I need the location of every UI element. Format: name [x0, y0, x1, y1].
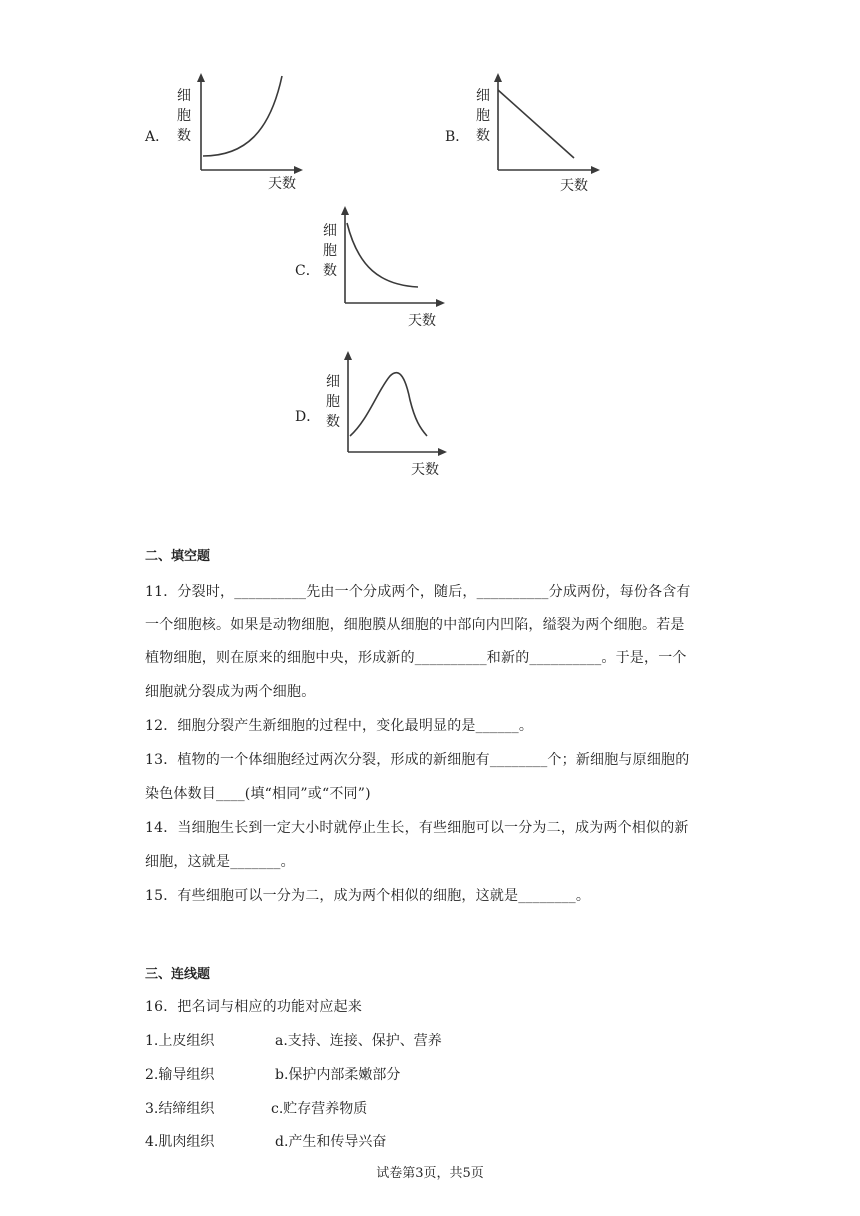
- option-b-label: B．: [445, 129, 470, 145]
- match-right-item: c.贮存营养物质: [271, 1101, 368, 1117]
- chart-a-ylabel-1: 细: [177, 88, 191, 104]
- chart-c-xlabel: 天数: [408, 313, 436, 329]
- chart-d-ylabel-2: 胞: [326, 394, 340, 410]
- chart-a-ylabel-2: 胞: [177, 108, 191, 124]
- chart-c-curve: [347, 223, 418, 287]
- chart-d-xlabel: 天数: [411, 462, 439, 478]
- match-left-item: 3.结缔组织: [145, 1101, 215, 1117]
- option-d-label: D．: [295, 409, 321, 425]
- question-16: 16．把名词与相应的功能对应起来: [145, 999, 363, 1015]
- question-14-line-1: 14．当细胞生长到一定大小时就停止生长，有些细胞可以一分为二，成为两个相似的新: [145, 820, 689, 836]
- question-11-line-3: 植物细胞，则在原来的细胞中央，形成新的__________和新的__________。于是，一个: [145, 650, 687, 666]
- match-right-item: b.保护内部柔嫩部分: [275, 1067, 401, 1083]
- chart-a-y-arrow: [197, 73, 205, 82]
- question-15: 15．有些细胞可以一分为二，成为两个相似的细胞，这就是________。: [145, 888, 591, 904]
- chart-b-y-arrow: [494, 73, 502, 82]
- chart-c-ylabel-2: 胞: [323, 243, 337, 259]
- match-right-item: a.支持、连接、保护、营养: [275, 1033, 442, 1049]
- chart-c-ylabel-3: 数: [323, 263, 337, 279]
- chart-d: [320, 350, 460, 480]
- chart-a: [170, 72, 310, 197]
- chart-a-xlabel: 天数: [268, 176, 296, 192]
- chart-c-x-arrow: [436, 299, 445, 307]
- option-a-label: A．: [145, 129, 170, 145]
- chart-b-x-arrow: [591, 166, 600, 174]
- chart-b-curve: [498, 90, 574, 158]
- match-row: [145, 1064, 401, 1084]
- question-14-line-2: 细胞，这就是_______。: [145, 854, 295, 870]
- question-11-line-2: 一个细胞核。如果是动物细胞，细胞膜从细胞的中部向内凹陷，缢裂为两个细胞。若是: [145, 617, 685, 633]
- chart-d-ylabel-3: 数: [326, 414, 340, 430]
- option-c-label: C．: [295, 263, 320, 279]
- chart-b-xlabel: 天数: [560, 178, 588, 194]
- chart-d-curve: [350, 373, 427, 436]
- match-left-item: 2.输导组织: [145, 1067, 215, 1083]
- match-row: [145, 1098, 368, 1118]
- chart-b-ylabel-2: 胞: [476, 108, 490, 124]
- chart-a-curve: [203, 76, 282, 156]
- match-right-item: d.产生和传导兴奋: [275, 1134, 387, 1150]
- chart-b-ylabel-1: 细: [476, 88, 490, 104]
- chart-c-y-arrow: [341, 206, 349, 215]
- chart-a-ylabel-3: 数: [177, 128, 191, 144]
- match-row: [145, 1030, 442, 1050]
- match-left-item: 4.肌肉组织: [145, 1134, 215, 1150]
- question-11-line-4: 细胞就分裂成为两个细胞。: [145, 684, 316, 700]
- chart-b: [470, 72, 610, 197]
- match-row: [145, 1131, 387, 1151]
- question-13-line-1: 13．植物的一个体细胞经过两次分裂，形成的新细胞有________个；新细胞与原细胞的: [145, 752, 690, 768]
- chart-d-y-arrow: [344, 351, 352, 360]
- chart-d-x-arrow: [438, 448, 447, 456]
- chart-c: [318, 205, 458, 330]
- chart-c-ylabel-1: 细: [323, 223, 337, 239]
- question-13-line-2: 染色体数目____(填“相同”或“不同”): [145, 786, 371, 802]
- match-left-item: 1.上皮组织: [145, 1033, 215, 1049]
- section-matching-title: 三、连线题: [145, 967, 211, 982]
- question-12: 12．细胞分裂产生新细胞的过程中，变化最明显的是______。: [145, 718, 534, 734]
- question-11-line-1: 11．分裂时，__________先由一个分成两个，随后，__________分成两份，每份各含有: [145, 584, 691, 600]
- chart-a-x-arrow: [294, 166, 303, 174]
- chart-b-ylabel-3: 数: [476, 128, 490, 144]
- section-fill-in-title: 二、填空题: [145, 549, 211, 564]
- chart-d-ylabel-1: 细: [326, 374, 340, 390]
- page-footer: 试卷第3页，共5页: [376, 1166, 484, 1181]
